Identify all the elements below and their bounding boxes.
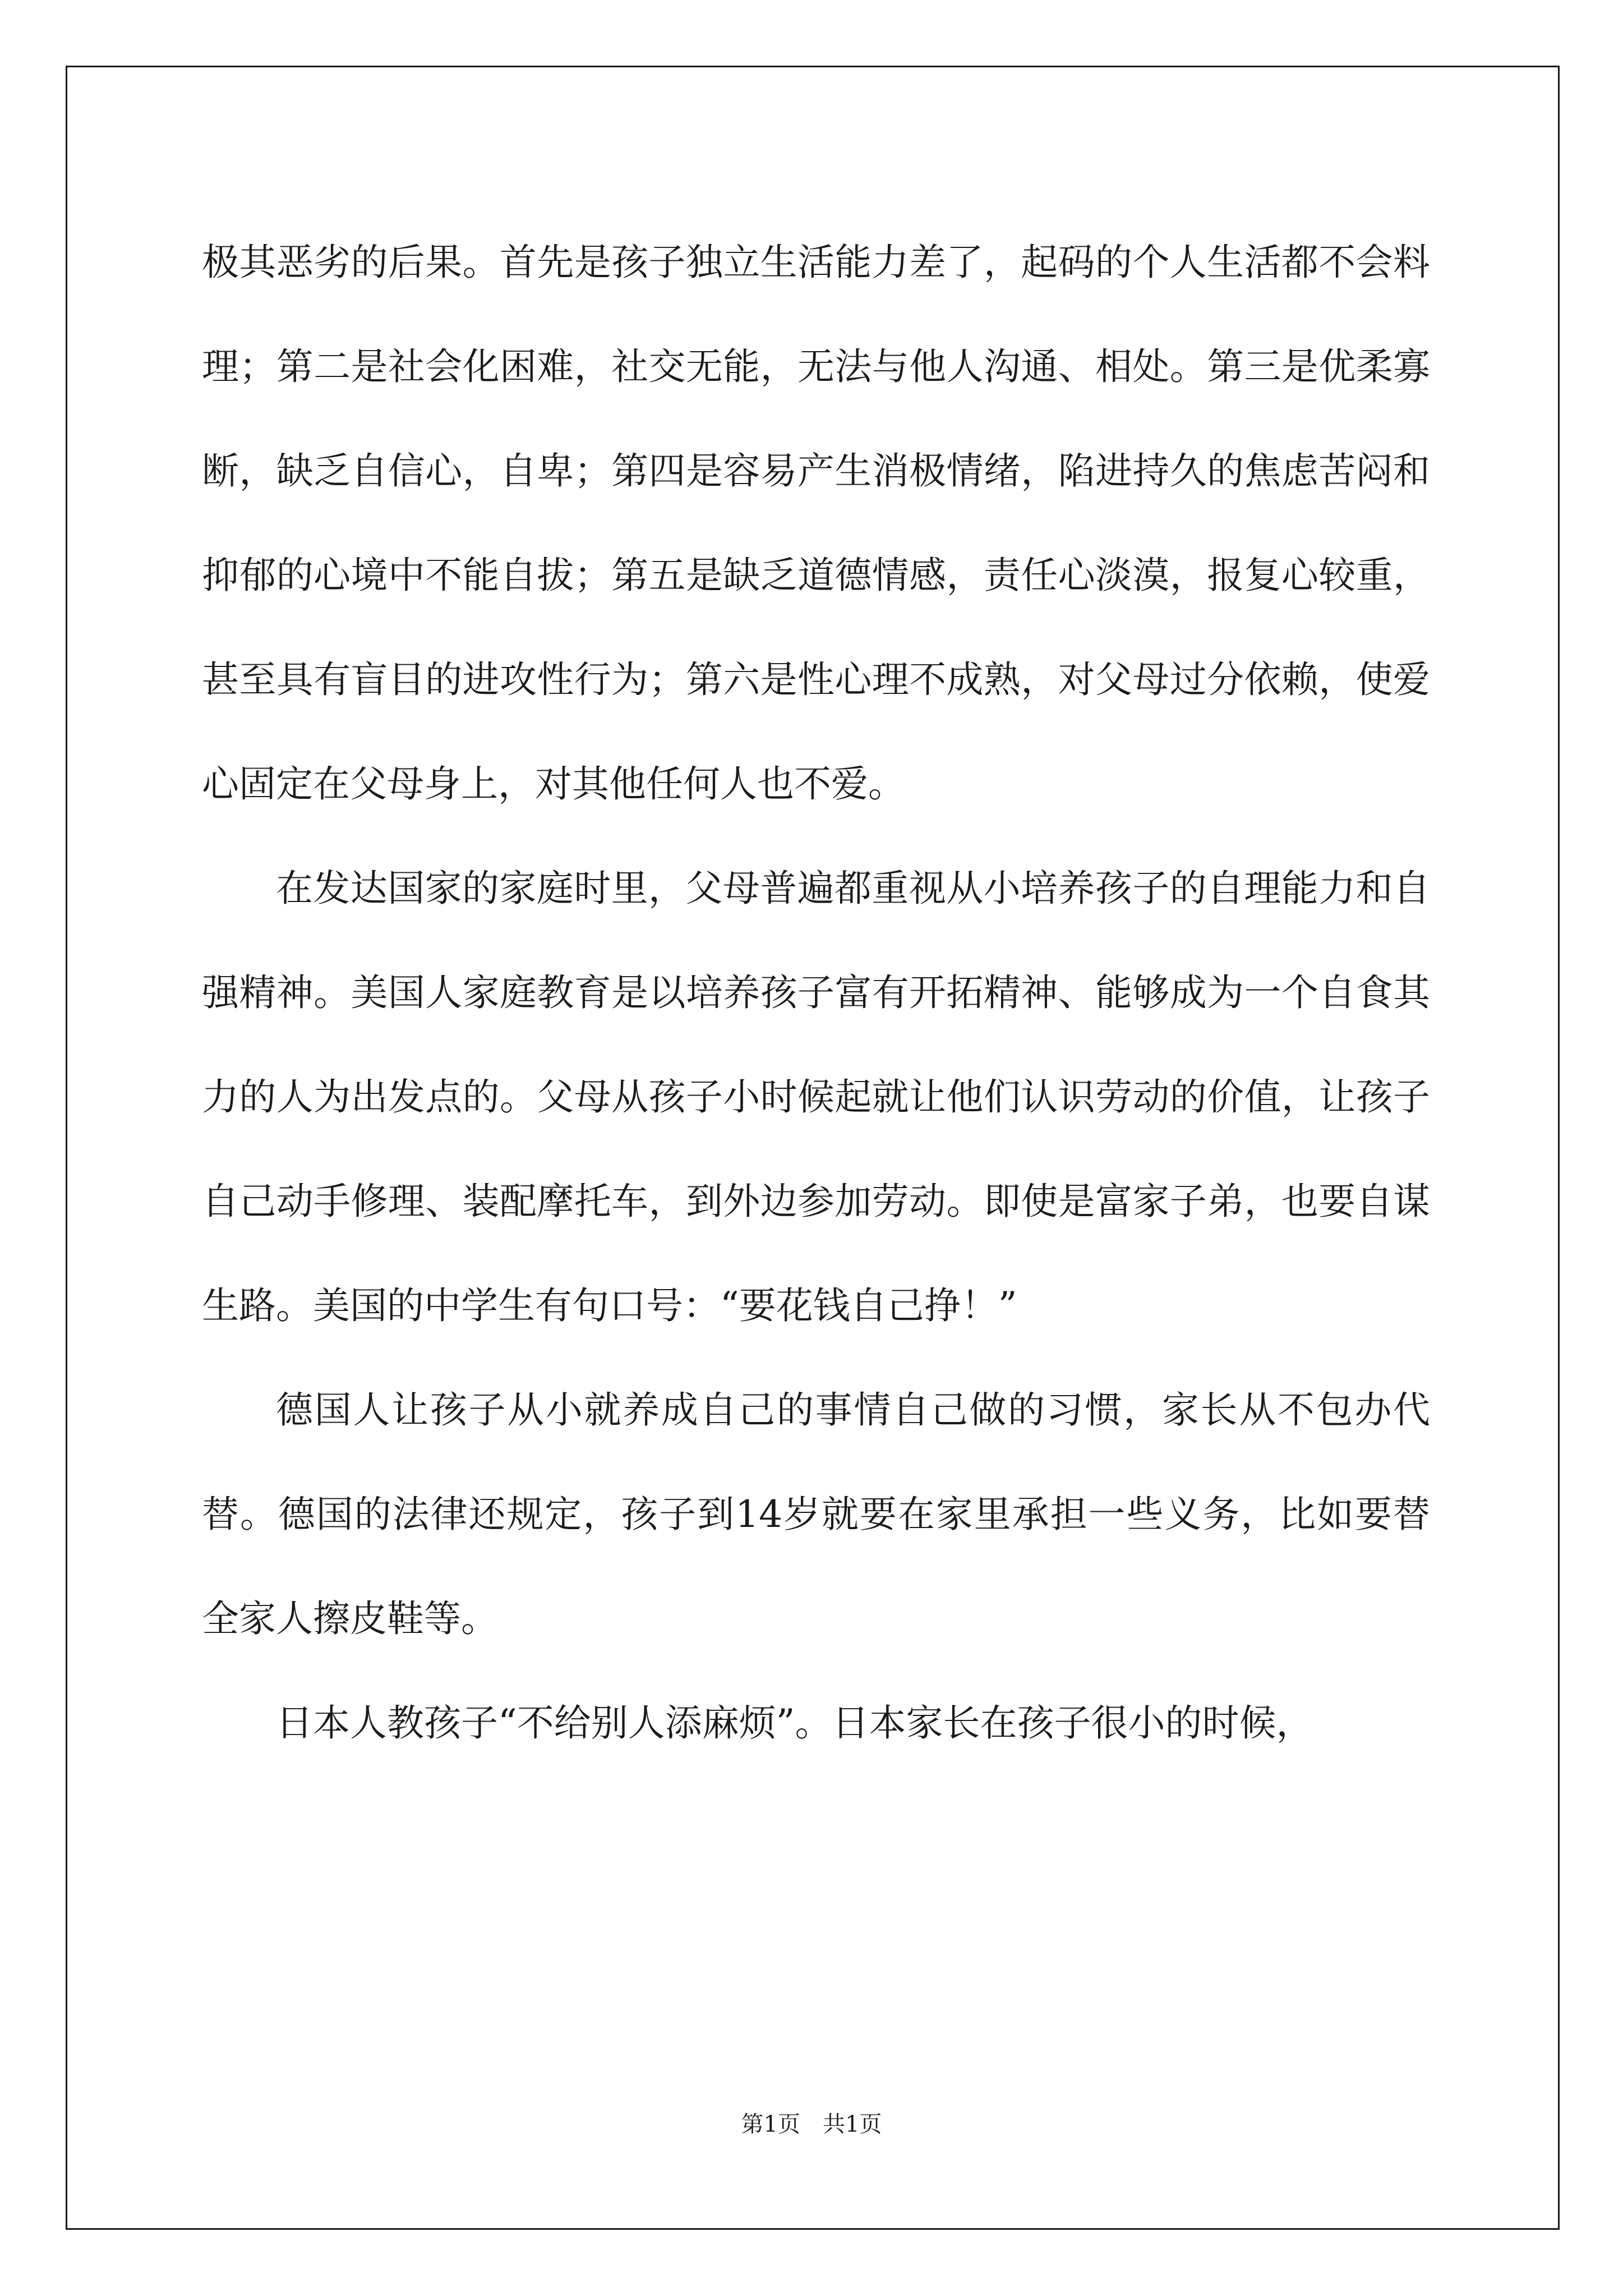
paragraph-1: 极其恶劣的后果。首先是孩子独立生活能力差了，起码的个人生活都不会料理；第二是社会化困难，社交无能，无法与他人沟通、相处。第三是优柔寡断，缺乏自信心，自卑；第四是容易产生消极情绪，陷进持久的焦虑苦闷和抑郁的心境中不能自拔；第五是缺乏道德情感，责任心淡漠，报复心较重，甚至具有盲目的进攻性行为；第六是性心理不成熟，对父母过分依赖，使爱心固定在父母身上，对其他任何人也不爱。 xyxy=(202,241,1430,806)
page-total: 共1页 xyxy=(823,2111,882,2137)
document-body xyxy=(202,210,1430,1775)
page-footer xyxy=(0,2106,1623,2138)
paragraph-3: 德国人让孩子从小就养成自己的事情自己做的习惯，家长从不包办代替。德国的法律还规定，孩子到14岁就要在家里承担一些义务，比如要替全家人擦皮鞋等。 xyxy=(202,1388,1430,1640)
paragraph-2: 在发达国家的家庭时里，父母普遍都重视从小培养孩子的自理能力和自强精神。美国人家庭教育是以培养孩子富有开拓精神、能够成为一个自食其力的人为出发点的。父母从孩子小时候起就让他们认识劳动的价值，让孩子自己动手修理、装配摩托车，到外边参加劳动。即使是富家子弟，也要自谋生路。美国的中学生有句口号：“要花钱自己挣！” xyxy=(202,867,1430,1327)
page-number: 第1页 xyxy=(741,2111,800,2137)
paragraph-4: 日本人教孩子“不给别人添麻烦”。日本家长在孩子很小的时候， xyxy=(276,1701,1313,1745)
